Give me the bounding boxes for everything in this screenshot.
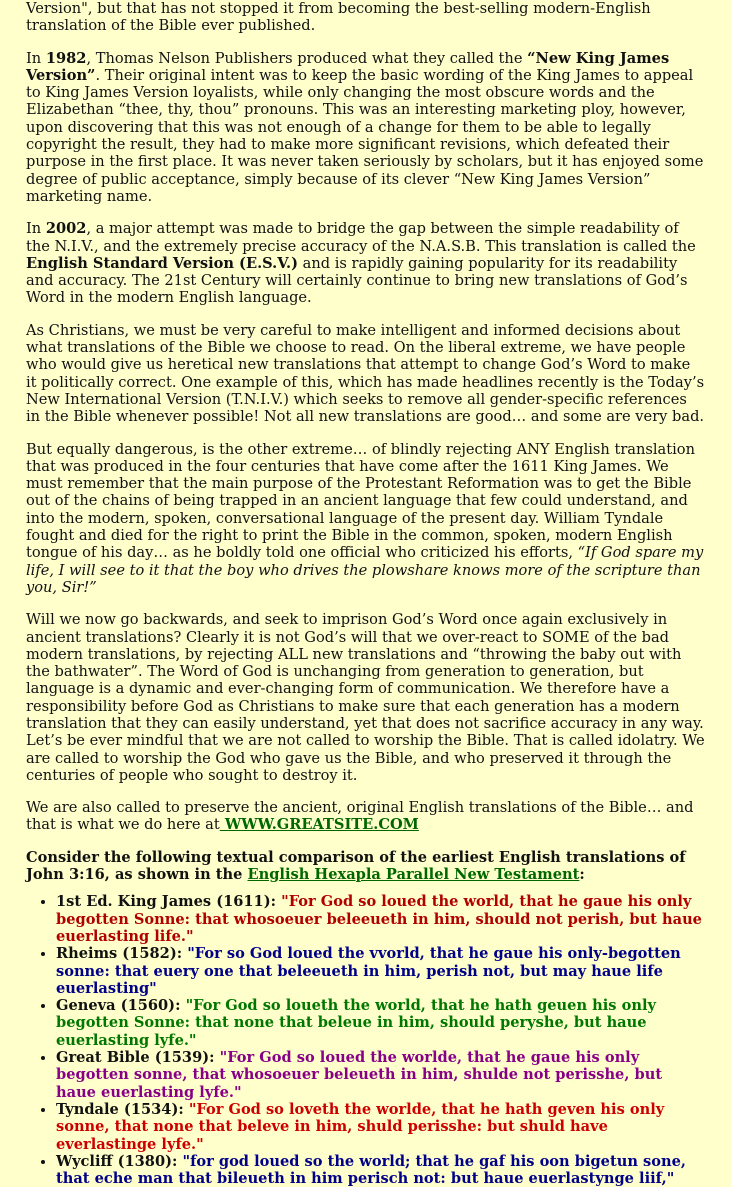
verse-label: Tyndale (1534): (56, 1100, 189, 1118)
nkjv-year: 1982 (45, 49, 87, 67)
intro-tail-paragraph (26, 0, 705, 35)
list-item (56, 997, 705, 1049)
verse-label: 1st Ed. King James (1611): (56, 893, 282, 911)
comparison-tail: : (579, 866, 585, 884)
nkjv-rest: . Their original intent was to keep the basic wording of the King James to appeal to King James Version loyalists, while only changing the most obscure words and the Elizabethan “thee, thy, thou” pronouns. This was an interesting marketing ploy, however, upon discovering that this was not enough of a change for them to be able to legally copyright the result, they had to make more significant revisions, which defeated their purpose in the first place. It was never taken seriously by scholars, but it has enjoyed some degree of public acceptance, simply because of its clever “New King James Version” marketing name. (26, 66, 704, 205)
preserve-paragraph (26, 799, 705, 834)
comparison-intro (26, 849, 705, 884)
hexapla-link[interactable]: English Hexapla Parallel New Testament (247, 866, 580, 884)
verse-text: "For God so loueth the world, that he hath geuen his only begotten Sonne: that none that beleue in him, should peryshe, but haue euerlasting lyfe." (56, 997, 656, 1049)
verse-text: "For so God loued the vvorld, that he gaue his only-begotten sonne: that euery one that beleeueth in him, perish not, but may haue life euerlasting" (56, 945, 681, 997)
nkjv-paragraph (26, 50, 705, 206)
esv-name: English Standard Version (E.S.V.) (26, 254, 299, 272)
verse-text: "for god loued so the world; that he gaf his oon bigetun sone, that eche man that bileueth in him perisch not: but haue euerlastynge liif," (56, 1152, 686, 1187)
nkjv-lead: In (26, 49, 46, 67)
list-item (56, 1101, 705, 1153)
verse-list (26, 893, 705, 1187)
nkjv-mid: , Thomas Nelson Publishers produced what they called the (86, 49, 528, 67)
danger-paragraph (26, 441, 705, 597)
esv-lead: In (26, 220, 46, 238)
comparison-lead: Consider the following textual comparison of the earliest English translations of John 3:16, as shown in the (26, 848, 686, 884)
verse-text: "For God so loued the worlde, that he gaue his only begotten sonne, that whosoeuer beleueth in him, shulde not perisshe, but haue euerlasting lyfe." (56, 1049, 663, 1101)
list-item (56, 945, 705, 997)
esv-year: 2002 (45, 220, 87, 238)
tyndale-quote: “If God spare my life, I will see to it that the boy who drives the plowshare knows more of the scripture than you, Sir!” (26, 544, 704, 596)
list-item (56, 893, 705, 945)
list-item (56, 1049, 705, 1101)
verse-label: Great Bible (1539): (56, 1049, 220, 1067)
christians-paragraph: As Christians, we must be very careful to make intelligent and informed decisions about what translations of the Bible we choose to read. On the liberal extreme, we have people who would give us heretical new translations that attempt to change God’s Word to make it politically correct. One example of this, which has made headlines recently is the Today’s New International Version (T.N.I.V.) which seeks to remove all gender-specific references in the Bible whenever possible! Not all new translations are good… and some are very bad. (26, 321, 705, 426)
list-item (56, 1153, 705, 1187)
esv-mid: , a major attempt was made to bridge the gap between the simple readability of the N.I.V., and the extremely precise accuracy of the N.A.S.B. This translation is called the (26, 220, 696, 255)
danger-text: But equally dangerous, is the other extreme… of blindly rejecting ANY English translation that was produced in the four centuries that have come after the 1611 King James. We must remember that the main purpose of the Protestant Reformation was to get the Bible out of the chains of being trapped in an ancient language that few could understand, and into the modern, spoken, conversational language of the present day. William Tyndale fought and died for the right to print the Bible in the common, spoken, modern English tongue of his day… as he boldly told one official who criticized his efforts, (26, 440, 695, 562)
greatsite-link[interactable]: WWW.GREATSITE.COM (219, 816, 419, 834)
verse-label: Wycliff (1380): (56, 1152, 183, 1170)
intro-tail-text: Version", but that has not stopped it from becoming the best-selling modern-English translation of the Bible ever published. (26, 0, 651, 35)
verse-text: "For God so loued the world, that he gaue his only begotten Sonne: that whosoeuer beleeueth in him, should not perish, but haue euerlasting life." (56, 893, 702, 945)
nkjv-name: “New King James Version” (26, 49, 670, 84)
esv-paragraph (26, 220, 705, 306)
preserve-text: We are also called to preserve the ancient, original English translations of the Bible… and that is what we do here at (26, 799, 694, 834)
verse-label: Rheims (1582): (56, 945, 188, 963)
esv-rest: and is rapidly gaining popularity for its readability and accuracy. The 21st Century will certainly continue to bring new translations of God’s Word in the modern English language. (26, 254, 688, 307)
backwards-paragraph: Will we now go backwards, and seek to imprison God’s Word once again exclusively in ancient translations? Clearly it is not God’s will that we over-react to SOME of the bad modern translations, by rejecting ALL new translations and “throwing the baby out with the bathwater”. The Word of God is unchanging from generation to generation, but language is a dynamic and ever-changing form of communication. We therefore have a responsibility before God as Christians to make sure that each generation has a modern translation that they can easily understand, yet that does not sacrifice accuracy in any way. Let’s be ever mindful that we are not called to worship the Bible. That is called idolatry. We are called to worship the God who gave us the Bible, and who preserved it through the centuries of people who sought to destroy it. (26, 611, 705, 784)
verse-text: "For God so loveth the worlde, that he hath geven his only sonne, that none that beleve in him, shuld perisshe: but shuld have everlastinge lyfe." (56, 1100, 665, 1153)
verse-label: Geneva (1560): (56, 997, 186, 1015)
